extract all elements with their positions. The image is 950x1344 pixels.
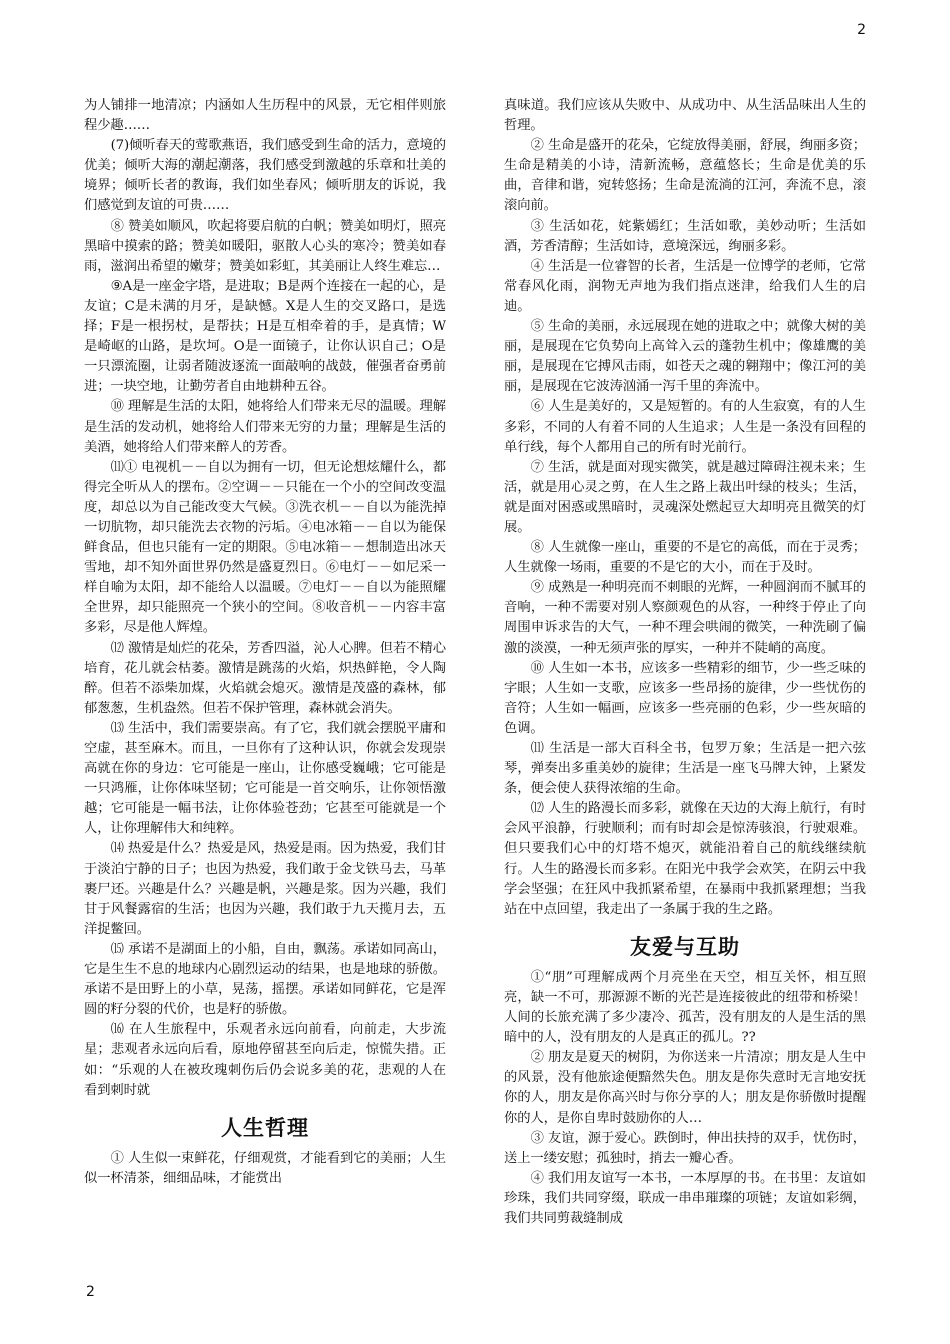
paragraph: ② 朋友是夏天的树阴，为你送来一片清凉；朋友是人生中的风景，没有他旅途便黯然失色。朋友是你失意时无言地安抚你的人，朋友是你高兴时与你分享的人；朋友是你骄傲时提醒你的人，是你自卑时鼓励你的人… (504, 1050, 866, 1126)
paragraph: ⒂ 承诺不是湖面上的小船，自由，飘荡。承诺如同高山，它是生生不息的地球内心剧烈运动的结果，也是地球的骄傲。承诺不是田野上的小草，晃荡，摇摆。承诺如同鲜花，它是浑圆的籽分裂的代价，也是籽的骄傲。 (84, 941, 446, 1018)
paragraph: ⑿ 激情是灿烂的花朵，芳香四溢，沁人心脾。但若不精心培育，花儿就会枯萎。激情是跳荡的火焰，炽热鲜艳，令人陶醉。但若不添柴加煤，火焰就会熄灭。激情是茂盛的森林，郁郁葱葱，生机盎然。但若不保护管理，森林就会消失。 (84, 640, 446, 716)
paragraph: ⒀ 生活中，我们需要崇高。有了它，我们就会摆脱平庸和空虚，甚至麻木。而且，一旦你有了这种认识，你就会发现崇高就在你的身边：它可能是一座山，让你感受巍峨；它可能是一只鸿雁，让你体味坚韧；它可能是一首交响乐，让你领悟激越；它可能是一幅书法，让你体验苍劲；它甚至可能就是一个人，让你理解伟大和纯粹。 (84, 720, 446, 837)
paragraph: ⑿ 人生的路漫长而多彩，就像在天边的大海上航行，有时会风平浪静，行驶顺利；而有时却会是惊涛骇浪，行驶艰难。但只要我们心中的灯塔不熄灭，就能沿着自己的航线继续航行。人生的路漫长而多彩。在阳光中我学会欢笑，在阴云中我学会坚强；在狂风中我抓紧希望，在暴雨中我抓紧理想；当我站在中点回望，我走出了一条属于我的生之路。 (504, 801, 866, 917)
paragraph: ⑾① 电视机－－自以为拥有一切，但无论想炫耀什么，都得完全听从人的摆布。②空调－－只能在一个小的空间改变温度，却总以为自己能改变大气候。③洗衣机－－自以为能洗掉一切肮物，却只能洗去衣物的污垢。④电冰箱－－自以为能保鲜食品，但也只能有一定的期限。⑤电冰箱－－想制造出冰天雪地，却不知外面世界仍然是盛夏烈日。⑥电灯－－如尼采一样自喻为太阳，却不能给人以温暖。⑦电灯－－自以为能照耀全世界，却只能照亮一个狭小的空间。⑧收音机－－内容丰富多彩，尽是他人辉煌。 (84, 459, 446, 636)
paragraph: ⑥ 人生是美好的，又是短暂的。有的人生寂寞，有的人生多彩，不同的人有着不同的人生追求；人生是一条没有回程的单行线，每个人都用自己的所有时光前行。 (504, 399, 866, 455)
left-column (84, 96, 446, 1189)
right-column (504, 96, 866, 1229)
paragraph: (7)倾听春天的莺歌燕语，我们感受到生命的活力，意境的优美；倾听大海的潮起潮落，我们感受到激越的乐章和壮美的境界；倾听长者的教诲，我们如坐春风；倾听朋友的诉说，我们感觉到友谊的可贵…… (84, 138, 446, 214)
paragraph: ①“朋”可理解成两个月亮坐在天空，相互关怀，相互照亮，缺一不可，那源源不断的光芒是连接彼此的纽带和桥梁！人间的长旅充满了多少凄冷、孤苦，没有朋友的人是生活的黑暗中的人，没有朋友的人是真正的孤儿。?? (504, 969, 866, 1046)
paragraph: 真味道。我们应该从失败中、从成功中、从生活品味出人生的哲理。 (504, 98, 866, 134)
paragraph: ⑩ 理解是生活的太阳，她将给人们带来无尽的温暖。理解是生活的发动机，她将给人们带来无穷的力量；理解是生活的美酒，她将给人们带来醉人的芳香。 (84, 399, 446, 455)
page-number-top: 2 (857, 22, 866, 38)
paragraph: ③ 友谊，源于爱心。跌倒时，伸出扶持的双手，忧伤时，送上一缕安慰；孤独时，捎去一瓣心香。 (504, 1130, 866, 1166)
paragraph: ① 人生似一束鲜花，仔细观赏，才能看到它的美丽；人生似一杯清茶，细细品味，才能赏出 (84, 1150, 446, 1186)
paragraph: 为人铺排一地清凉；内涵如人生历程中的风景，无它相伴则旅程少趣…… (84, 98, 446, 134)
paragraph: ⑦ 生活，就是面对现实微笑，就是越过障碍注视未来；生活，就是用心灵之剪，在人生之路上裁出叶绿的枝头；生活，就是面对困惑或黑暗时，灵魂深处燃起豆大却明亮且微笑的灯展。 (504, 459, 866, 535)
paragraph: ⑧ 赞美如顺风，吹起将要启航的白帆；赞美如明灯，照亮黑暗中摸索的路；赞美如暖阳，驱散人心头的寒冷；赞美如春雨，滋润出希望的嫩芽；赞美如彩虹，其美丽让人终生难忘… (84, 218, 446, 274)
paragraph: ③ 生活如花，姹紫嫣红；生活如歌，美妙动听；生活如酒，芳香清醇；生活如诗，意境深远，绚丽多彩。 (504, 218, 866, 254)
paragraph: ⑾ 生活是一部大百科全书，包罗万象；生活是一把六弦琴，弹奏出多重美妙的旋律；生活是一座飞马牌大钟，上紧发条，便会使人获得浓缩的生命。 (504, 741, 866, 797)
paragraph: ⑨A是一座金字塔，是进取；B是两个连接在一起的心，是友谊；C是未满的月牙，是缺憾。X是人生的交叉路口，是选择；F是一根拐杖，是帮扶；H是互相牵着的手，是真情；W是崎岖的山路，是坎坷。O是一面镜子，让你认识自己；O是一只漂流圈，让弱者随波逐流一面敲响的战鼓，催强者奋勇前进；一块空地，让勤劳者自由地耕种五谷。 (84, 278, 446, 395)
paragraph: ② 生命是盛开的花朵，它绽放得美丽，舒展，绚丽多资；生命是精美的小诗，清新流畅，意蕴悠长；生命是优美的乐曲，音律和谐，宛转悠扬；生命是流淌的江河，奔流不息，滚滚向前。 (504, 138, 866, 214)
paragraph: ⒃ 在人生旅程中，乐观者永远向前看，向前走，大步流星；悲观者永远向后看，原地停留甚至向后走，惊慌失措。正如：“乐观的人在被玫瑰刺伤后仍会说多美的花，悲观的人在看到刺时就 (84, 1022, 446, 1098)
paragraph: ⑤ 生命的美丽，永远展现在她的进取之中；就像大树的美丽，是展现在它负势向上高耸入云的蓬勃生机中；像雄鹰的美丽，是展现在它搏风击雨，如苍天之魂的翱翔中；像江河的美丽，是展现在它波涛汹涌一泻千里的奔流中。 (504, 319, 866, 395)
section-heading-philosophy: 人生哲理 (221, 1115, 309, 1140)
paragraph: ④ 我们用友谊写一本书，一本厚厚的书。在书里：友谊如珍珠，我们共同穿缀，联成一串串璀璨的项链；友谊如彩绸，我们共同剪裁缝制成 (504, 1170, 866, 1226)
page-number-bottom: 2 (86, 1284, 95, 1300)
paragraph: ⑧ 人生就像一座山，重要的不是它的高低，而在于灵秀；人生就像一场雨，重要的不是它的大小，而在于及时。 (504, 540, 866, 576)
paragraph: ⑨ 成熟是一种明亮而不刺眼的光辉，一种圆润而不腻耳的音响，一种不需要对别人察颜观色的从容，一种终于停止了向周围申诉求告的大气，一种不理会哄闹的微笑，一种洗刷了偏激的淡漠，一种无须声张的厚实，一种并不陡峭的高度。 (504, 580, 866, 656)
paragraph: ④ 生活是一位睿智的长者，生活是一位博学的老师，它常常春风化雨，润物无声地为我们指点迷津，给我们人生的启迪。 (504, 258, 866, 314)
section-heading-friendship: 友爱与互助 (630, 934, 740, 959)
paragraph: ⒁ 热爱是什么？热爱是风，热爱是雨。因为热爱，我们甘于淡泊宁静的日子；也因为热爱，我们敢于金戈铁马去，马革裹尸还。兴趣是什么？兴趣是帆，兴趣是浆。因为兴趣，我们甘于风餐露宿的生活；也因为兴趣，我们敢于九天揽月去，五洋捉鳖回。 (84, 841, 446, 937)
paragraph: ⑩ 人生如一本书，应该多一些精彩的细节，少一些乏味的字眼；人生如一支歌，应该多一些昂扬的旋律，少一些忧伤的音符；人生如一幅画，应该多一些亮丽的色彩，少一些灰暗的色调。 (504, 660, 866, 736)
